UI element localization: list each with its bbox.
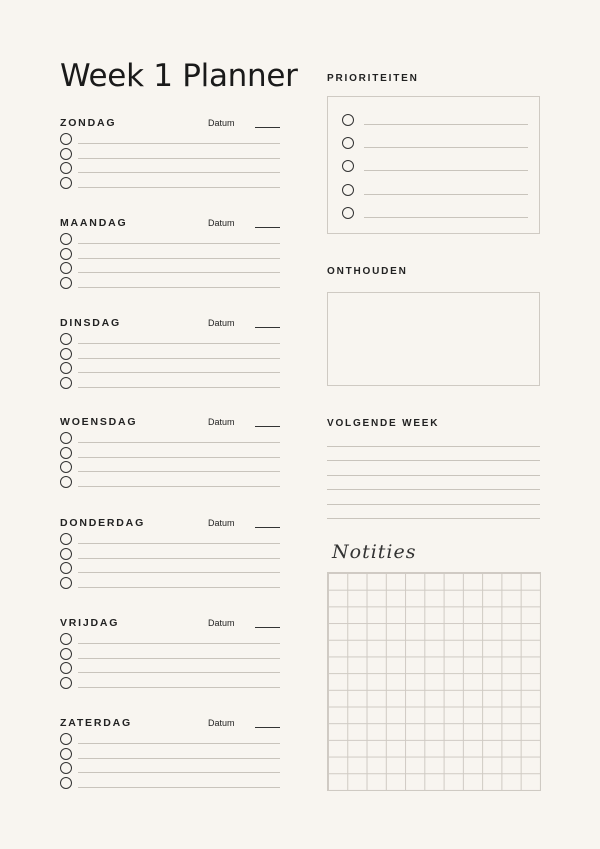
- task-item: [60, 677, 280, 691]
- task-line[interactable]: [78, 486, 280, 487]
- task-item: [60, 248, 280, 262]
- priority-checkbox[interactable]: [342, 137, 354, 149]
- day-name: MAANDAG: [60, 217, 128, 229]
- day-section: [60, 717, 280, 807]
- task-item: [60, 432, 280, 446]
- priority-line[interactable]: [364, 217, 528, 218]
- datum-label: Datum: [208, 618, 235, 628]
- task-line[interactable]: [78, 643, 280, 644]
- day-section: [60, 617, 280, 707]
- task-line[interactable]: [78, 272, 280, 273]
- task-checkbox[interactable]: [60, 277, 72, 289]
- task-checkbox[interactable]: [60, 362, 72, 374]
- task-line[interactable]: [78, 243, 280, 244]
- task-line[interactable]: [78, 743, 280, 744]
- onthouden-box[interactable]: [327, 292, 540, 386]
- task-checkbox[interactable]: [60, 777, 72, 789]
- day-name: DINSDAG: [60, 317, 122, 329]
- task-checkbox[interactable]: [60, 476, 72, 488]
- task-item: [60, 333, 280, 347]
- task-checkbox[interactable]: [60, 233, 72, 245]
- task-line[interactable]: [78, 471, 280, 472]
- priority-checkbox[interactable]: [342, 160, 354, 172]
- prioriteiten-heading: PRIORITEITEN: [327, 73, 419, 84]
- task-item: [60, 762, 280, 776]
- task-item: [60, 476, 280, 490]
- task-item: [60, 533, 280, 547]
- datum-label: Datum: [208, 218, 235, 228]
- volgende-week-heading: VOLGENDE WEEK: [327, 418, 440, 429]
- task-item: [60, 133, 280, 147]
- task-checkbox[interactable]: [60, 348, 72, 360]
- task-item: [60, 748, 280, 762]
- task-line[interactable]: [78, 387, 280, 388]
- datum-field[interactable]: [255, 627, 280, 628]
- day-section: [60, 217, 280, 307]
- day-name: VRIJDAG: [60, 617, 120, 629]
- task-checkbox[interactable]: [60, 177, 72, 189]
- task-checkbox[interactable]: [60, 262, 72, 274]
- task-item: [60, 562, 280, 576]
- task-item: [60, 733, 280, 747]
- task-checkbox[interactable]: [60, 248, 72, 260]
- task-item: [60, 177, 280, 191]
- task-line[interactable]: [78, 558, 280, 559]
- datum-label: Datum: [208, 118, 235, 128]
- day-name: ZONDAG: [60, 117, 117, 129]
- volgende-week-line[interactable]: [327, 446, 540, 447]
- task-checkbox[interactable]: [60, 148, 72, 160]
- task-item: [60, 233, 280, 247]
- task-line[interactable]: [78, 172, 280, 173]
- task-checkbox[interactable]: [60, 733, 72, 745]
- volgende-week-line[interactable]: [327, 504, 540, 505]
- task-line[interactable]: [78, 187, 280, 188]
- task-item: [60, 162, 280, 176]
- datum-field[interactable]: [255, 327, 280, 328]
- volgende-week-line[interactable]: [327, 475, 540, 476]
- volgende-week-line[interactable]: [327, 518, 540, 519]
- task-line[interactable]: [78, 572, 280, 573]
- task-item: [60, 577, 280, 591]
- task-checkbox[interactable]: [60, 447, 72, 459]
- datum-label: Datum: [208, 518, 235, 528]
- task-line[interactable]: [78, 287, 280, 288]
- task-line[interactable]: [78, 258, 280, 259]
- task-checkbox[interactable]: [60, 648, 72, 660]
- onthouden-heading: ONTHOUDEN: [327, 266, 408, 277]
- task-checkbox[interactable]: [60, 377, 72, 389]
- task-item: [60, 461, 280, 475]
- priority-checkbox[interactable]: [342, 207, 354, 219]
- task-checkbox[interactable]: [60, 162, 72, 174]
- task-line[interactable]: [78, 758, 280, 759]
- priority-item: [342, 160, 528, 174]
- notities-grid[interactable]: [327, 572, 541, 791]
- task-checkbox[interactable]: [60, 133, 72, 145]
- datum-field[interactable]: [255, 727, 280, 728]
- task-checkbox[interactable]: [60, 633, 72, 645]
- task-line[interactable]: [78, 587, 280, 588]
- task-item: [60, 633, 280, 647]
- day-name: DONDERDAG: [60, 517, 146, 529]
- task-item: [60, 262, 280, 276]
- task-checkbox[interactable]: [60, 577, 72, 589]
- task-checkbox[interactable]: [60, 333, 72, 345]
- day-name: ZATERDAG: [60, 717, 132, 729]
- priority-line[interactable]: [364, 147, 528, 148]
- task-line[interactable]: [78, 672, 280, 673]
- priority-line[interactable]: [364, 170, 528, 171]
- notities-label: Notities: [332, 541, 417, 563]
- page-title: Week 1 Planner: [60, 58, 298, 94]
- task-line[interactable]: [78, 772, 280, 773]
- task-checkbox[interactable]: [60, 461, 72, 473]
- task-checkbox[interactable]: [60, 662, 72, 674]
- task-item: [60, 777, 280, 791]
- task-line[interactable]: [78, 143, 280, 144]
- datum-field[interactable]: [255, 426, 280, 427]
- priority-line[interactable]: [364, 124, 528, 125]
- task-checkbox[interactable]: [60, 677, 72, 689]
- task-checkbox[interactable]: [60, 548, 72, 560]
- day-section: [60, 117, 280, 207]
- day-name: WOENSDAG: [60, 416, 138, 428]
- day-section: [60, 517, 280, 607]
- task-checkbox[interactable]: [60, 762, 72, 774]
- task-item: [60, 362, 280, 376]
- datum-field[interactable]: [255, 127, 280, 128]
- priority-item: [342, 114, 528, 128]
- datum-label: Datum: [208, 318, 235, 328]
- task-item: [60, 377, 280, 391]
- priority-item: [342, 207, 528, 221]
- task-line[interactable]: [78, 158, 280, 159]
- task-line[interactable]: [78, 442, 280, 443]
- task-line[interactable]: [78, 687, 280, 688]
- day-section: [60, 416, 280, 506]
- task-checkbox[interactable]: [60, 748, 72, 760]
- task-item: [60, 148, 280, 162]
- task-line[interactable]: [78, 658, 280, 659]
- task-line[interactable]: [78, 372, 280, 373]
- task-line[interactable]: [78, 358, 280, 359]
- task-line[interactable]: [78, 343, 280, 344]
- task-item: [60, 447, 280, 461]
- volgende-week-line[interactable]: [327, 489, 540, 490]
- task-line[interactable]: [78, 457, 280, 458]
- priority-checkbox[interactable]: [342, 184, 354, 196]
- task-item: [60, 277, 280, 291]
- task-item: [60, 548, 280, 562]
- priority-item: [342, 137, 528, 151]
- task-item: [60, 348, 280, 362]
- task-checkbox[interactable]: [60, 562, 72, 574]
- task-checkbox[interactable]: [60, 533, 72, 545]
- prioriteiten-box: [327, 96, 540, 234]
- datum-field[interactable]: [255, 527, 280, 528]
- task-item: [60, 648, 280, 662]
- task-line[interactable]: [78, 787, 280, 788]
- datum-field[interactable]: [255, 227, 280, 228]
- task-line[interactable]: [78, 543, 280, 544]
- datum-label: Datum: [208, 417, 235, 427]
- priority-line[interactable]: [364, 194, 528, 195]
- task-item: [60, 662, 280, 676]
- task-checkbox[interactable]: [60, 432, 72, 444]
- volgende-week-line[interactable]: [327, 460, 540, 461]
- priority-item: [342, 184, 528, 198]
- datum-label: Datum: [208, 718, 235, 728]
- priority-checkbox[interactable]: [342, 114, 354, 126]
- day-section: [60, 317, 280, 407]
